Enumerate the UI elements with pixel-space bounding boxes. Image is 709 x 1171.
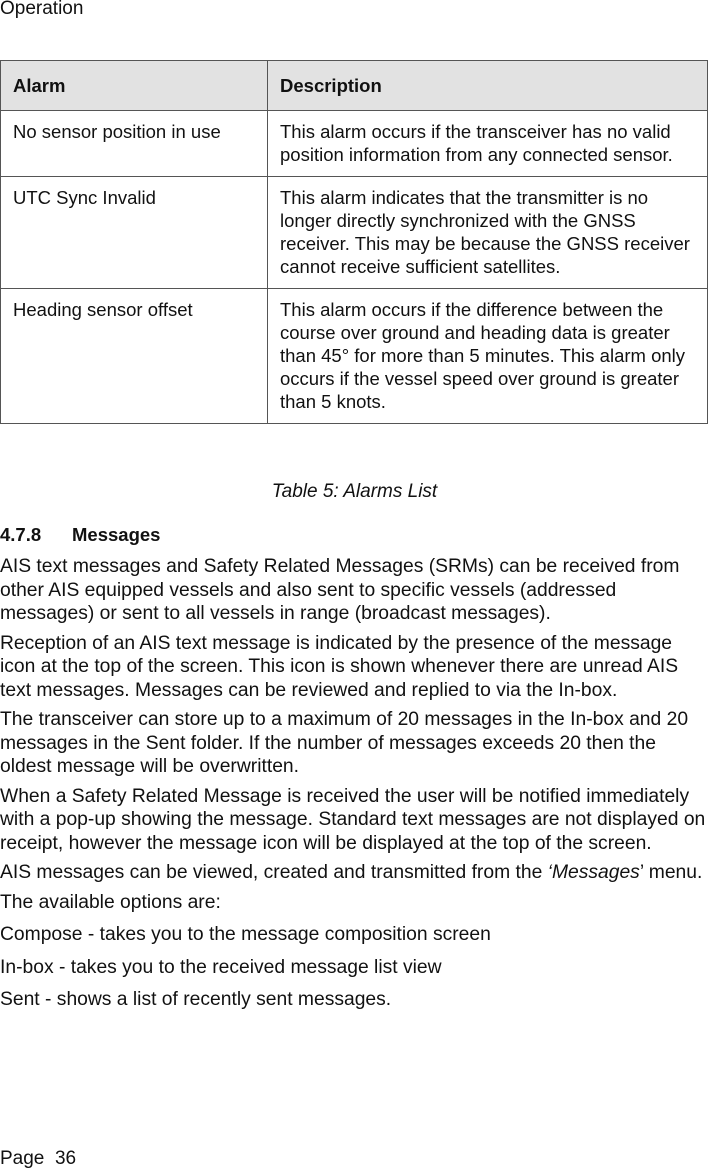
option-item: In-box - takes you to the received message list view <box>0 956 442 978</box>
option-item: Compose - takes you to the message composition screen <box>0 924 491 945</box>
column-header-alarm: Alarm <box>1 61 268 111</box>
alarm-name-cell: UTC Sync Invalid <box>1 177 268 289</box>
table-header-row <box>1 61 708 111</box>
menu-name: ‘Messages <box>547 862 640 883</box>
table-row <box>1 177 708 289</box>
table-caption: Table 5: Alarms List <box>271 481 438 502</box>
alarm-description-cell: This alarm occurs if the difference between the course over ground and heading data is greater than 45° for more than 5 minutes. This alarm only occurs if the vessel speed over ground is greater than 5 knots. <box>268 289 708 424</box>
alarm-description-cell: This alarm indicates that the transmitter is no longer directly synchronized with the GNSS receiver. This may be because the GNSS receiver cannot receive sufficient satellites. <box>268 177 708 289</box>
alarm-name-cell: Heading sensor offset <box>1 289 268 424</box>
table-row <box>1 289 708 424</box>
alarms-table <box>0 60 708 424</box>
menu-paragraph <box>0 861 709 885</box>
options-intro: The available options are: <box>0 891 221 913</box>
column-header-description: Description <box>268 61 708 111</box>
table-row <box>1 111 708 177</box>
running-header: Operation <box>0 0 84 19</box>
section-title: Messages <box>72 524 161 545</box>
page-footer <box>0 1148 76 1170</box>
alarm-name-cell: No sensor position in use <box>1 111 268 177</box>
section-number: 4.7.8 <box>0 524 42 545</box>
alarm-description-cell: This alarm occurs if the transceiver has no valid position information from any connected sensor. <box>268 111 708 177</box>
option-item: Sent - shows a list of recently sent messages. <box>0 989 392 1010</box>
body-paragraph: When a Safety Related Message is received the user will be notified immediately with a pop-up showing the message. Standard text messages are not displayed on receipt, however the message icon will be displayed at the top of the screen. <box>0 785 706 854</box>
page-label: Page <box>0 1148 45 1169</box>
body-paragraph: AIS text messages and Safety Related Messages (SRMs) can be received from other AIS equipped vessels and also sent to specific vessels (addressed messages) or sent to all vessels in range (broadcast messages). <box>0 556 680 624</box>
menu-paragraph-text: AIS messages can be viewed, created and transmitted from the <box>0 862 548 883</box>
section-body <box>0 555 709 1021</box>
body-paragraph: Reception of an AIS text message is indicated by the presence of the message icon at the top of the screen. This icon is shown whenever there are unread AIS text messages. Messages can be reviewed and replied to via the In-box. <box>0 632 679 701</box>
page-number: 36 <box>54 1148 77 1169</box>
body-paragraph: The transceiver can store up to a maximum of 20 messages in the In-box and 20 messages in the Sent folder. If the number of messages exceeds 20 then the oldest message will be overwritten. <box>0 709 689 777</box>
section-heading <box>0 524 160 546</box>
menu-paragraph-end: ’ menu. <box>639 862 703 883</box>
